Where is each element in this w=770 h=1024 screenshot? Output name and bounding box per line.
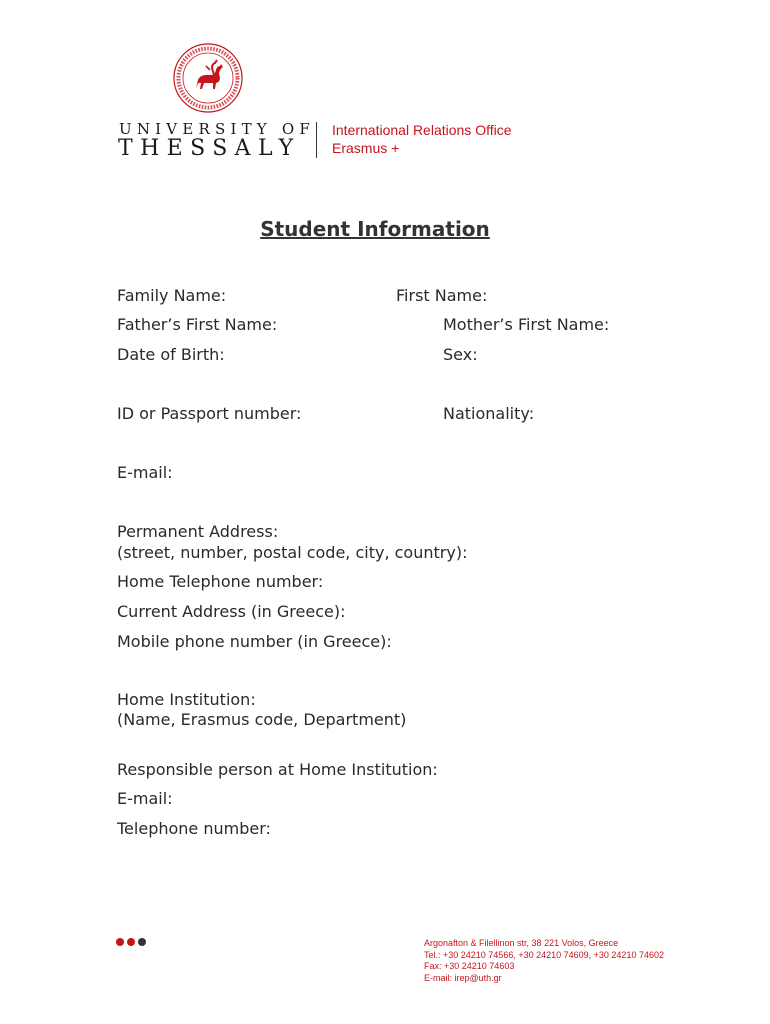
email-label: E-mail: xyxy=(117,463,173,482)
program-name: Erasmus + xyxy=(332,140,400,156)
footer-dot-3 xyxy=(138,938,146,946)
responsible-telephone-label: Telephone number: xyxy=(117,819,271,838)
fathers-first-name-label: Father’s First Name: xyxy=(117,315,278,334)
university-seal-logo xyxy=(168,42,248,114)
family-name-label: Family Name: xyxy=(117,286,227,305)
date-of-birth-label: Date of Birth: xyxy=(117,345,225,364)
current-address-label: Current Address (in Greece): xyxy=(117,602,346,621)
id-passport-label: ID or Passport number: xyxy=(117,404,302,423)
footer-contact xyxy=(424,938,664,984)
university-name-line2: THESSALY xyxy=(118,136,301,161)
footer-email: E-mail: irep@uth.gr xyxy=(424,972,502,983)
office-name: International Relations Office xyxy=(332,122,512,138)
home-institution-label: Home Institution: xyxy=(117,690,256,709)
home-institution-hint: (Name, Erasmus code, Department) xyxy=(117,710,407,729)
header-divider xyxy=(316,122,317,158)
permanent-address-hint: (street, number, postal code, city, country): xyxy=(117,543,468,562)
first-name-label: First Name: xyxy=(396,286,488,305)
page-title: Student Information xyxy=(260,217,490,241)
nationality-label: Nationality: xyxy=(443,404,535,423)
mobile-phone-label: Mobile phone number (in Greece): xyxy=(117,632,392,651)
footer-tel: Tel.: +30 24210 74566, +30 24210 74609, +30 24210 74602 xyxy=(424,949,664,960)
sex-label: Sex: xyxy=(443,345,478,364)
mothers-first-name-label: Mother’s First Name: xyxy=(443,315,610,334)
footer-fax: Fax: +30 24210 74603 xyxy=(424,961,515,971)
permanent-address-label: Permanent Address: xyxy=(117,522,279,541)
footer-dot-1 xyxy=(116,938,124,946)
home-telephone-label: Home Telephone number: xyxy=(117,572,324,591)
responsible-person-label: Responsible person at Home Institution: xyxy=(117,760,438,779)
footer-address: Argonafton & Filellinon str, 38 221 Volos, Greece xyxy=(424,938,619,948)
footer-dot-2 xyxy=(127,938,135,946)
university-name-line1: UNIVERSITY OF xyxy=(119,120,315,138)
responsible-email-label: E-mail: xyxy=(117,789,173,808)
centaur-seal-icon xyxy=(168,42,248,114)
